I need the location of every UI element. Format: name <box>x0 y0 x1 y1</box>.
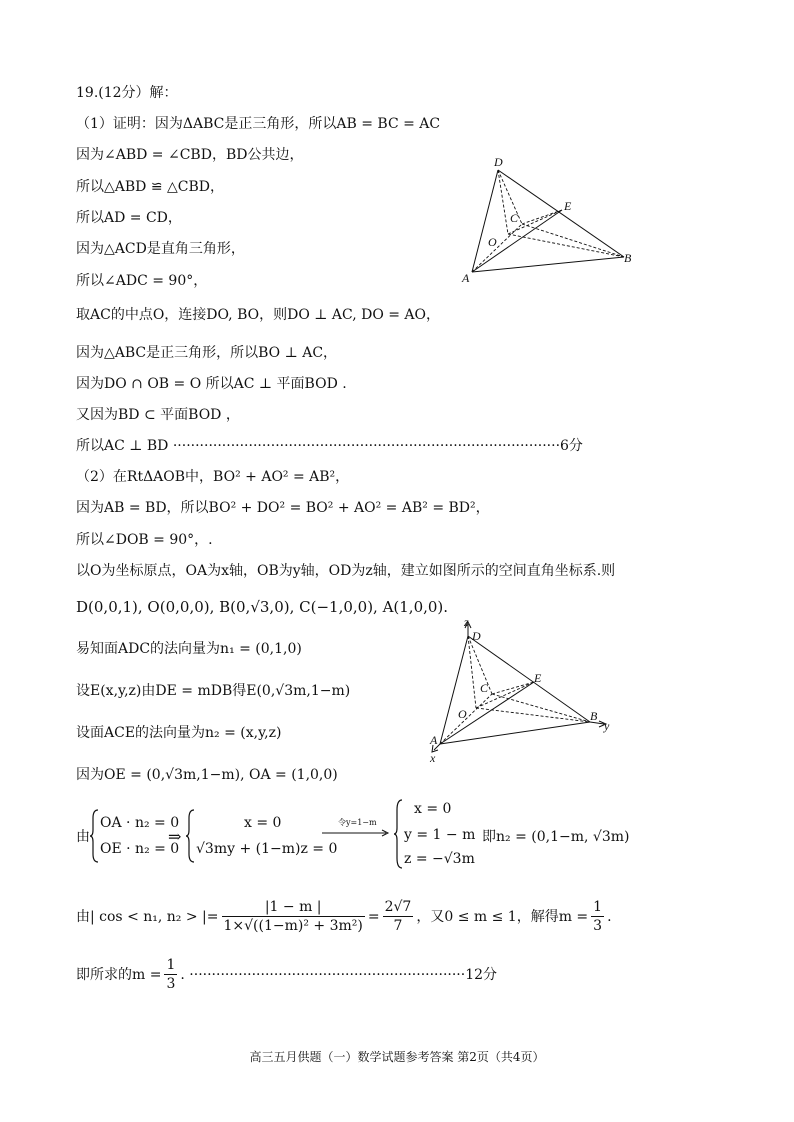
cos-post: ，又0 ≤ m ≤ 1，解得m = <box>416 908 589 925</box>
line-13: （2）在RtΔAOB中，BO² + AO² = AB²， <box>76 469 350 485</box>
line-20: 设面ACE的法向量为n₂ = (x,y,z) <box>76 725 282 741</box>
label-D2: D <box>472 629 481 643</box>
cos-denominator: 1×√((1−m)² + 3m²) <box>223 918 363 934</box>
label-O: O <box>488 235 497 249</box>
system2-eq1: x = 0 <box>244 815 282 831</box>
long-arrow <box>322 828 390 838</box>
answer-post: . ······························································12分 <box>180 966 498 983</box>
value-denominator: 7 <box>393 918 403 934</box>
line-12: 所以AC ⊥ BD ·······················································································6分 <box>76 438 583 454</box>
line-24-answer <box>76 956 497 993</box>
line-23-cos <box>76 898 612 935</box>
line-5: 所以AD = CD， <box>76 210 182 226</box>
question-header: 19.(12分）解： <box>76 85 178 101</box>
line-7: 所以∠ADC = 90°， <box>76 273 208 289</box>
label-B: B <box>624 251 632 265</box>
system-result: 即n₂ = (0,1−m, √3m) <box>482 829 630 845</box>
answer-numerator: 1 <box>166 957 176 973</box>
implies-arrow: ⇒ <box>168 827 182 846</box>
axis-label-x: x <box>430 751 436 765</box>
m-numerator: 1 <box>593 899 603 915</box>
left-brace-1 <box>90 808 100 864</box>
line-8: 取AC的中点O，连接DO, BO，则DO ⊥ AC, DO = AO， <box>76 307 441 323</box>
label-A2: A <box>430 733 438 747</box>
left-brace-2 <box>186 808 196 864</box>
answer-denominator: 3 <box>166 976 176 992</box>
system1-eq1: OA · n₂ = 0 <box>100 815 180 831</box>
value-fraction <box>383 898 414 935</box>
value-numerator: 2√7 <box>384 899 412 915</box>
arrow-label: 令y=1−m <box>338 818 377 827</box>
line-17-coordinates: D(0,0,1), O(0,0,0), B(0,√3,0), C(−1,0,0), A(1,0,0). <box>76 598 449 616</box>
m-denominator: 3 <box>593 918 603 934</box>
cos-fraction <box>222 898 365 935</box>
line-11: 又因为BD ⊂ 平面BOD ， <box>76 407 240 423</box>
m-fraction <box>591 898 604 935</box>
label-C: C <box>510 211 519 225</box>
cos-equals: = <box>367 908 380 925</box>
cos-numerator: |1 − m | <box>222 898 365 917</box>
line-15: 所以∠DOB = 90°，. <box>76 532 213 548</box>
label-A: A <box>462 271 470 285</box>
system3-eq3: z = −√3m <box>404 851 475 867</box>
line-9: 因为△ABC是正三角形，所以BO ⊥ AC， <box>76 345 338 361</box>
label-D: D <box>494 155 503 169</box>
line-18: 易知面ADC的法向量为n₁ = (0,1,0) <box>76 641 302 657</box>
answer-prefix: 即所求的m = <box>76 966 162 983</box>
line-2: （1）证明：因为ΔABC是正三角形，所以AB = BC = AC <box>76 116 441 132</box>
tetrahedron-figure-1 <box>458 152 638 287</box>
label-B2: B <box>590 709 598 723</box>
line-19: 设E(x,y,z)由DE = mDB得E(0,√3m,1−m) <box>76 683 351 699</box>
line-16: 以O为坐标原点，OA为x轴，OB为y轴，OD为z轴，建立如图所示的空间直角坐标系.则 <box>76 563 616 579</box>
line-22-prefix: 由 <box>76 829 90 845</box>
system3-eq2: y = 1 − m <box>404 827 476 843</box>
line-21: 因为OE = (0,√3m,1−m), OA = (1,0,0) <box>76 767 338 783</box>
cos-prefix: 由| cos < n₁, n₂ > |= <box>76 908 219 925</box>
label-E2: E <box>534 671 542 685</box>
axis-label-z: z <box>464 616 469 629</box>
cos-end: . <box>607 908 612 925</box>
system2-eq2: √3my + (1−m)z = 0 <box>196 841 338 857</box>
system1-eq2: OE · n₂ = 0 <box>100 841 180 857</box>
label-E: E <box>564 199 572 213</box>
axis-label-y: y <box>604 719 610 733</box>
left-brace-3 <box>394 798 404 870</box>
line-4: 所以△ABD ≌ △CBD， <box>76 179 225 195</box>
line-10: 因为DO ∩ OB = O 所以AC ⊥ 平面BOD . <box>76 376 347 392</box>
line-3: 因为∠ABD = ∠CBD，BD公共边， <box>76 147 304 163</box>
page-footer: 高三五月供题（一）数学试题参考答案 第2页（共4页） <box>249 1050 545 1064</box>
tetrahedron-figure-2 <box>420 616 620 766</box>
line-6: 因为△ACD是直角三角形， <box>76 241 245 257</box>
label-C2: C <box>480 681 489 695</box>
system3-eq1: x = 0 <box>414 801 452 817</box>
answer-fraction <box>164 956 177 993</box>
line-14: 因为AB = BD，所以BO² + DO² = BO² + AO² = AB² = BD²， <box>76 500 490 516</box>
label-O2: O <box>458 707 467 721</box>
